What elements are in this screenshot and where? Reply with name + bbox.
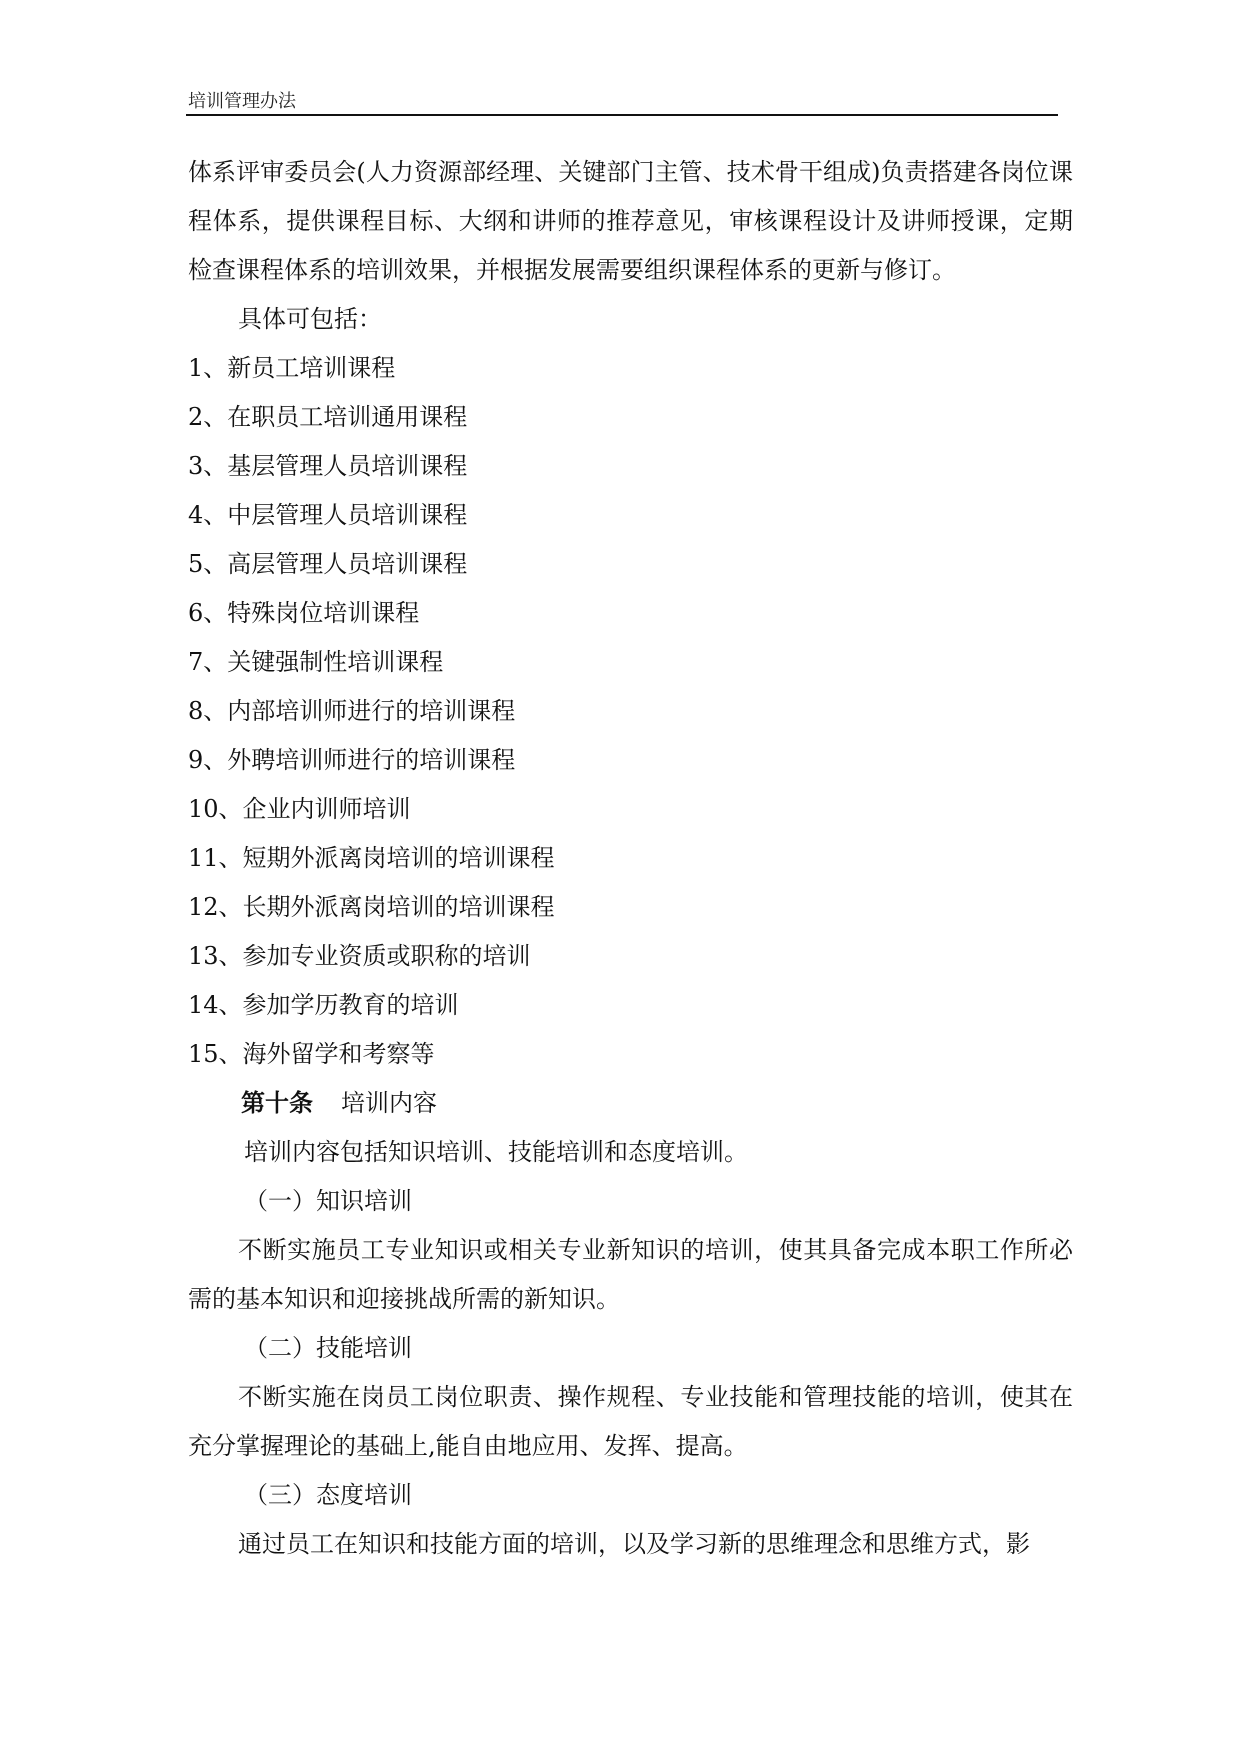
list-item: 10、企业内训师培训 <box>188 795 411 823</box>
section-body-attitude: 通过员工在知识和技能方面的培训，以及学习新的思维理念和思维方式，影 <box>238 1530 1030 1558</box>
list-item: 3、基层管理人员培训课程 <box>188 452 468 480</box>
opening-paragraph: 体系评审委员会(人力资源部经理、关键部门主管、技术骨干组成)负责搭建各岗位课程体系，提供课程目标、大纲和讲师的推荐意见，审核课程设计及讲师授课，定期检查课程体系的培训效果，并根据发展需要组织课程体系的更新与修订。 <box>188 158 1073 284</box>
list-item: 8、内部培训师进行的培训课程 <box>188 697 516 725</box>
article-number: 第十条 <box>241 1089 313 1117</box>
list-item: 13、参加专业资质或职称的培训 <box>188 942 531 970</box>
section-body-skills: 不断实施在岗员工岗位职责、操作规程、专业技能和管理技能的培训，使其在充分掌握理论的基础上,能自由地应用、发挥、提高。 <box>188 1383 1073 1460</box>
list-item: 9、外聘培训师进行的培训课程 <box>188 746 516 774</box>
list-item: 5、高层管理人员培训课程 <box>188 550 468 578</box>
header-divider <box>186 114 1058 116</box>
list-item: 1、新员工培训课程 <box>188 354 396 382</box>
section-heading-attitude: （三）态度培训 <box>244 1481 412 1509</box>
list-item: 6、特殊岗位培训课程 <box>188 599 420 627</box>
list-item: 2、在职员工培训通用课程 <box>188 403 468 431</box>
document-body <box>188 148 1073 1569</box>
article-heading <box>188 1079 1073 1128</box>
article-intro: 培训内容包括知识培训、技能培训和态度培训。 <box>244 1138 748 1166</box>
course-list <box>188 344 1073 1079</box>
list-item: 7、关键强制性培训课程 <box>188 648 444 676</box>
section-body-knowledge: 不断实施员工专业知识或相关专业新知识的培训，使其具备完成本职工作所必需的基本知识和迎接挑战所需的新知识。 <box>188 1236 1073 1313</box>
section-heading-skills: （二）技能培训 <box>244 1334 412 1362</box>
article-title: 培训内容 <box>341 1089 437 1117</box>
list-item: 14、参加学历教育的培训 <box>188 991 459 1019</box>
list-item: 4、中层管理人员培训课程 <box>188 501 468 529</box>
list-item: 15、海外留学和考察等 <box>188 1040 435 1068</box>
list-intro: 具体可包括： <box>238 305 382 333</box>
list-item: 11、短期外派离岗培训的培训课程 <box>188 844 555 872</box>
list-item: 12、长期外派离岗培训的培训课程 <box>188 893 555 921</box>
section-heading-knowledge: （一）知识培训 <box>244 1187 412 1215</box>
page-header-title: 培训管理办法 <box>188 91 296 112</box>
